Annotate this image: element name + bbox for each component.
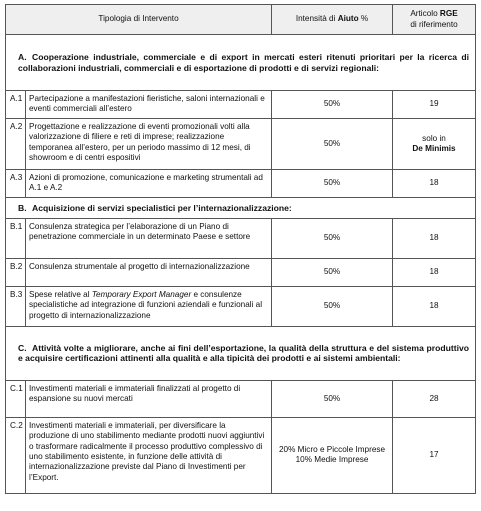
row-article: 18	[393, 258, 476, 286]
row-rate: 50%	[272, 170, 393, 198]
row-article: 28	[393, 380, 476, 417]
row-code: A.2	[6, 119, 26, 170]
row-rate: 20% Micro e Piccole Imprese 10% Medie Imprese	[272, 417, 393, 493]
table-row	[6, 119, 476, 170]
header-tipologia: Tipologia di Intervento	[6, 5, 272, 35]
row-description: Investimenti materiali e immateriali finalizzati al progetto di espansione su nuovi mercati	[26, 380, 272, 417]
section-b-row	[6, 197, 476, 218]
row-description: Consulenza strumentale al progetto di internazionalizzazione	[26, 258, 272, 286]
row-code: A.1	[6, 91, 26, 119]
row-article: 18	[393, 218, 476, 258]
header-articolo: Articolo RGE di riferimento	[393, 5, 476, 35]
row-rate: 50%	[272, 218, 393, 258]
row-article: 17	[393, 417, 476, 493]
table-row	[6, 170, 476, 198]
row-code: B.2	[6, 258, 26, 286]
interventions-table	[5, 4, 476, 494]
row-code: A.3	[6, 170, 26, 198]
row-rate: 50%	[272, 91, 393, 119]
section-c-row	[6, 326, 476, 380]
row-description: Progettazione e realizzazione di eventi promozionali volti alla valorizzazione di filiere e reti di imprese; realizzazione temporanea all’estero, per un periodo massimo di 12 mesi, di showroom e di centri espositivi	[26, 119, 272, 170]
row-code: B.3	[6, 286, 26, 326]
row-description: Partecipazione a manifestazioni fieristiche, saloni internazionali e eventi commerciali all’estero	[26, 91, 272, 119]
row-rate: 50%	[272, 258, 393, 286]
section-a-heading: A. Cooperazione industriale, commerciale e di export in mercati esteri ritenuti prioritari per la ricerca di collaborazioni industriali, commerciali e di esportazione di prodotti e di servizi regionali:	[6, 35, 476, 91]
row-code: C.2	[6, 417, 26, 493]
row-article: 18	[393, 286, 476, 326]
row-code: B.1	[6, 218, 26, 258]
header-intensita: Intensità di Aiuto %	[272, 5, 393, 35]
section-a-row	[6, 35, 476, 91]
row-article: 19	[393, 91, 476, 119]
row-description: Investimenti materiali e immateriali, per diversificare la produzione di uno stabilimento mediante prodotti nuovi aggiuntivi o trasformare radicalmente il processo produttivo complessivo di uno stabilimento esistente, in funzione delle attività di internazionalizzazione previste dal Piano di Investimenti per l’Export.	[26, 417, 272, 493]
table-row	[6, 380, 476, 417]
row-description: Azioni di promozione, comunicazione e marketing strumentali ad A.1 e A.2	[26, 170, 272, 198]
row-rate: 50%	[272, 380, 393, 417]
row-rate: 50%	[272, 286, 393, 326]
table-row	[6, 258, 476, 286]
table-row	[6, 286, 476, 326]
table-row	[6, 91, 476, 119]
table-row	[6, 218, 476, 258]
row-description: Consulenza strategica per l’elaborazione di un Piano di penetrazione commerciale in un determinato Paese e settore	[26, 218, 272, 258]
row-article: solo in De Minimis	[393, 119, 476, 170]
table-row	[6, 417, 476, 493]
section-c-heading: C. Attività volte a migliorare, anche ai fini dell’esportazione, la qualità della struttura e del sistema produttivo e acquisire certificazioni attinenti alla qualità e alla tipicità dei prodotti e ai sistemi ambientali:	[6, 326, 476, 380]
row-article: 18	[393, 170, 476, 198]
table-header-row	[6, 5, 476, 35]
row-rate: 50%	[272, 119, 393, 170]
row-code: C.1	[6, 380, 26, 417]
section-b-heading: B. Acquisizione di servizi specialistici per l’internazionalizzazione:	[6, 197, 476, 218]
row-description: Spese relative al Temporary Export Manager e consulenze specialistiche ad integrazione di funzioni aziendali e funzionali al progetto di internazionalizzazione	[26, 286, 272, 326]
